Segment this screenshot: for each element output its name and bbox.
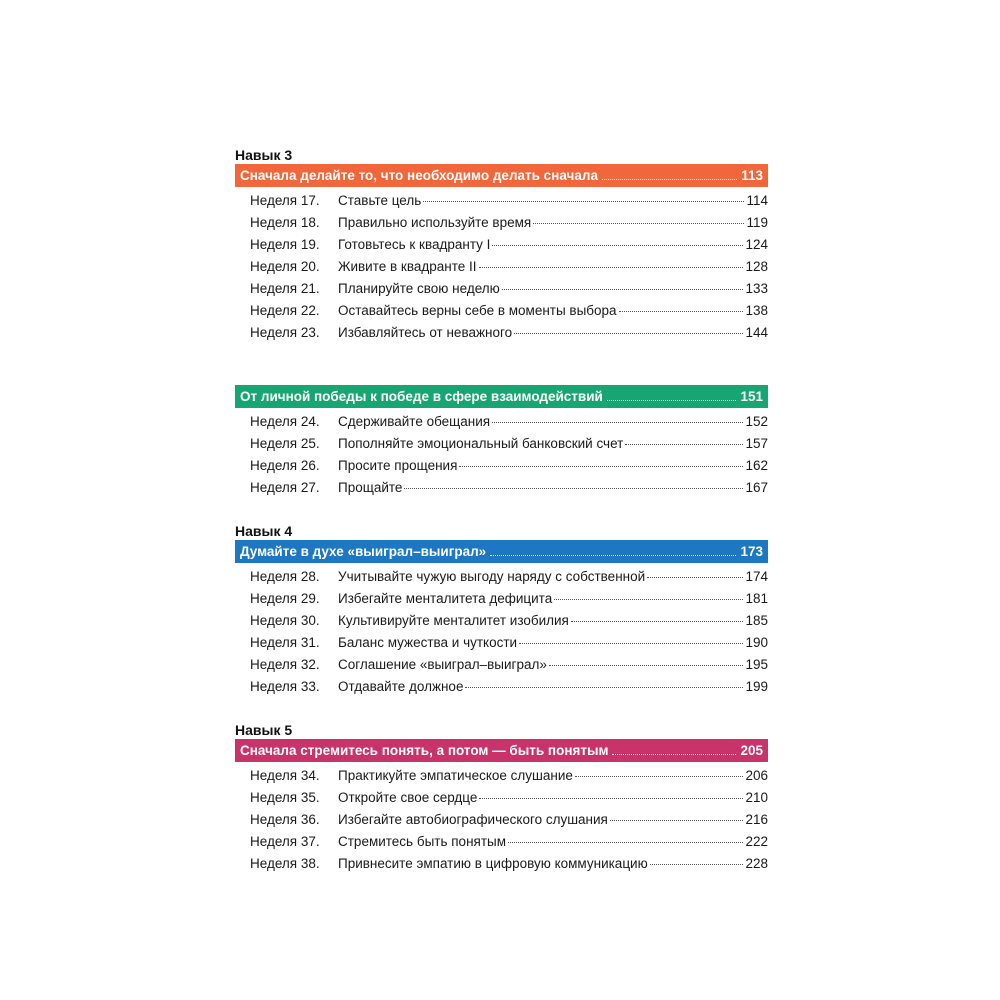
week-number: Неделя 25. [250,436,320,451]
entry-title: Прощайте [338,480,403,495]
dot-leader [404,488,743,489]
entry-title: Избавляйтесь от неважного [338,325,513,340]
week-number: Неделя 28. [250,569,320,584]
entry-page-number: 174 [745,569,768,584]
week-number: Неделя 30. [250,613,320,628]
entry-title: Оставайтесь верны себе в моменты выбора [338,303,617,318]
entry-page-number: 190 [745,635,768,650]
entry-title: Избегайте менталитета дефицита [338,591,553,606]
chapter-title: Думайте в духе «выиграл–выиграл» [240,544,487,559]
entry-title: Планируйте свою неделю [338,281,500,296]
dot-leader [508,842,743,843]
toc-entry[interactable] [235,234,768,256]
entry-title: Культивируйте менталитет изобилия [338,613,569,628]
week-number: Неделя 21. [250,281,320,296]
entry-title: Практикуйте эмпатическое слушание [338,768,573,783]
entry-title: Привнесите эмпатию в цифровую коммуникацию [338,856,648,871]
week-number: Неделя 33. [250,679,320,694]
entry-page-number: 216 [745,812,768,827]
dot-leader [514,333,743,334]
week-number: Неделя 37. [250,834,320,849]
entry-page-number: 228 [745,856,768,871]
dot-leader [465,687,743,688]
week-number: Неделя 19. [250,237,320,252]
skill-label [235,367,768,385]
chapter-title: От личной победы к победе в сфере взаимодействий [240,389,603,404]
dot-leader [459,466,743,467]
toc-entry[interactable] [235,322,768,344]
entry-page-number: 162 [745,458,768,473]
toc-entry[interactable] [235,190,768,212]
dot-leader [549,665,744,666]
entry-page-number: 210 [745,790,768,805]
entry-title: Баланс мужества и чуткости [338,635,518,650]
chapter-title: Сначала стремитесь понять, а потом — быть понятым [240,743,609,758]
chapter-header-bar[interactable] [235,540,768,563]
dot-leader [571,621,744,622]
entry-page-number: 199 [745,679,768,694]
entry-page-number: 152 [745,414,768,429]
dot-leader [625,444,743,445]
week-number: Неделя 20. [250,259,320,274]
dot-leader [554,599,743,600]
entry-page-number: 167 [745,480,768,495]
skill-label: Навык 4 [235,523,293,539]
toc-entry[interactable] [235,566,768,588]
toc-entry[interactable] [235,853,768,875]
week-number: Неделя 17. [250,193,320,208]
toc-entry[interactable] [235,256,768,278]
week-number: Неделя 34. [250,768,320,783]
skill-label: Навык 3 [235,147,293,163]
entry-page-number: 157 [745,436,768,451]
dot-leader [492,422,743,423]
entry-page-number: 195 [745,657,768,672]
entry-page-number: 133 [745,281,768,296]
toc-entry[interactable] [235,477,768,499]
week-number: Неделя 31. [250,635,320,650]
toc-section [235,721,768,875]
dot-leader [502,289,744,290]
toc-entry[interactable] [235,654,768,676]
chapter-header-bar[interactable] [235,385,768,408]
week-number: Неделя 27. [250,480,320,495]
chapter-page-number: 113 [741,168,763,183]
dot-leader [610,820,744,821]
week-number: Неделя 24. [250,414,320,429]
week-number: Неделя 32. [250,657,320,672]
toc-entry[interactable] [235,676,768,698]
entry-title: Отдавайте должное [338,679,464,694]
entry-title: Просите прощения [338,458,458,473]
entry-title: Правильно используйте время [338,215,532,230]
dot-leader [619,311,744,312]
toc-entry[interactable] [235,831,768,853]
toc-entry[interactable] [235,411,768,433]
entry-title: Готовьтесь к квадранту I [338,237,491,252]
toc-entry[interactable] [235,787,768,809]
chapter-page-number: 151 [740,389,763,404]
entry-page-number: 185 [745,613,768,628]
week-number: Неделя 22. [250,303,320,318]
toc-entry[interactable] [235,588,768,610]
entry-title: Живите в квадранте II [338,259,477,274]
entry-title: Учитывайте чужую выгоду наряду с собственной [338,569,646,584]
entry-page-number: 181 [745,591,768,606]
week-number: Неделя 35. [250,790,320,805]
dot-leader [519,643,743,644]
entry-title: Стремитесь быть понятым [338,834,506,849]
dot-leader [479,798,743,799]
entry-page-number: 138 [745,303,768,318]
toc-entry[interactable] [235,212,768,234]
toc-entry[interactable] [235,765,768,787]
toc-entry[interactable] [235,433,768,455]
toc-entry[interactable] [235,455,768,477]
dot-leader [533,223,744,224]
entry-page-number: 144 [745,325,768,340]
week-number: Неделя 38. [250,856,320,871]
entry-title: Соглашение «выиграл–выиграл» [338,657,547,672]
entry-title: Откройте свое сердце [338,790,478,805]
chapter-page-number: 173 [740,544,763,559]
entry-page-number: 124 [745,237,768,252]
entry-title: Сдерживайте обещания [338,414,491,429]
toc-section [235,146,768,344]
toc-entry[interactable] [235,610,768,632]
week-number: Неделя 18. [250,215,320,230]
toc-entry[interactable] [235,632,768,654]
toc-entry[interactable] [235,300,768,322]
entry-title: Пополняйте эмоциональный банковский счет [338,436,624,451]
chapter-header-bar[interactable] [235,739,768,762]
entry-page-number: 206 [745,768,768,783]
chapter-page-number: 205 [740,743,763,758]
dot-leader [607,400,737,401]
dot-leader [647,577,743,578]
dot-leader [492,245,743,246]
toc-section [235,522,768,698]
entry-page-number: 128 [745,259,768,274]
dot-leader [490,555,736,556]
chapter-title: Сначала делайте то, что необходимо делать сначала [240,168,598,183]
entry-title: Ставьте цель [338,193,422,208]
week-number: Неделя 29. [250,591,320,606]
toc-entry[interactable] [235,809,768,831]
dot-leader [423,201,744,202]
dot-leader [650,864,744,865]
toc-entry[interactable] [235,278,768,300]
entry-page-number: 119 [746,215,768,230]
entry-page-number: 222 [745,834,768,849]
week-number: Неделя 26. [250,458,320,473]
dot-leader [575,776,744,777]
entry-title: Избегайте автобиографического слушания [338,812,608,827]
week-number: Неделя 23. [250,325,320,340]
chapter-header-bar[interactable] [235,164,768,187]
dot-leader [479,267,744,268]
entry-page-number: 114 [746,193,768,208]
table-of-contents [235,146,768,875]
dot-leader [612,754,736,755]
dot-leader [602,179,737,180]
toc-section [235,367,768,499]
skill-label: Навык 5 [235,722,293,738]
week-number: Неделя 36. [250,812,320,827]
